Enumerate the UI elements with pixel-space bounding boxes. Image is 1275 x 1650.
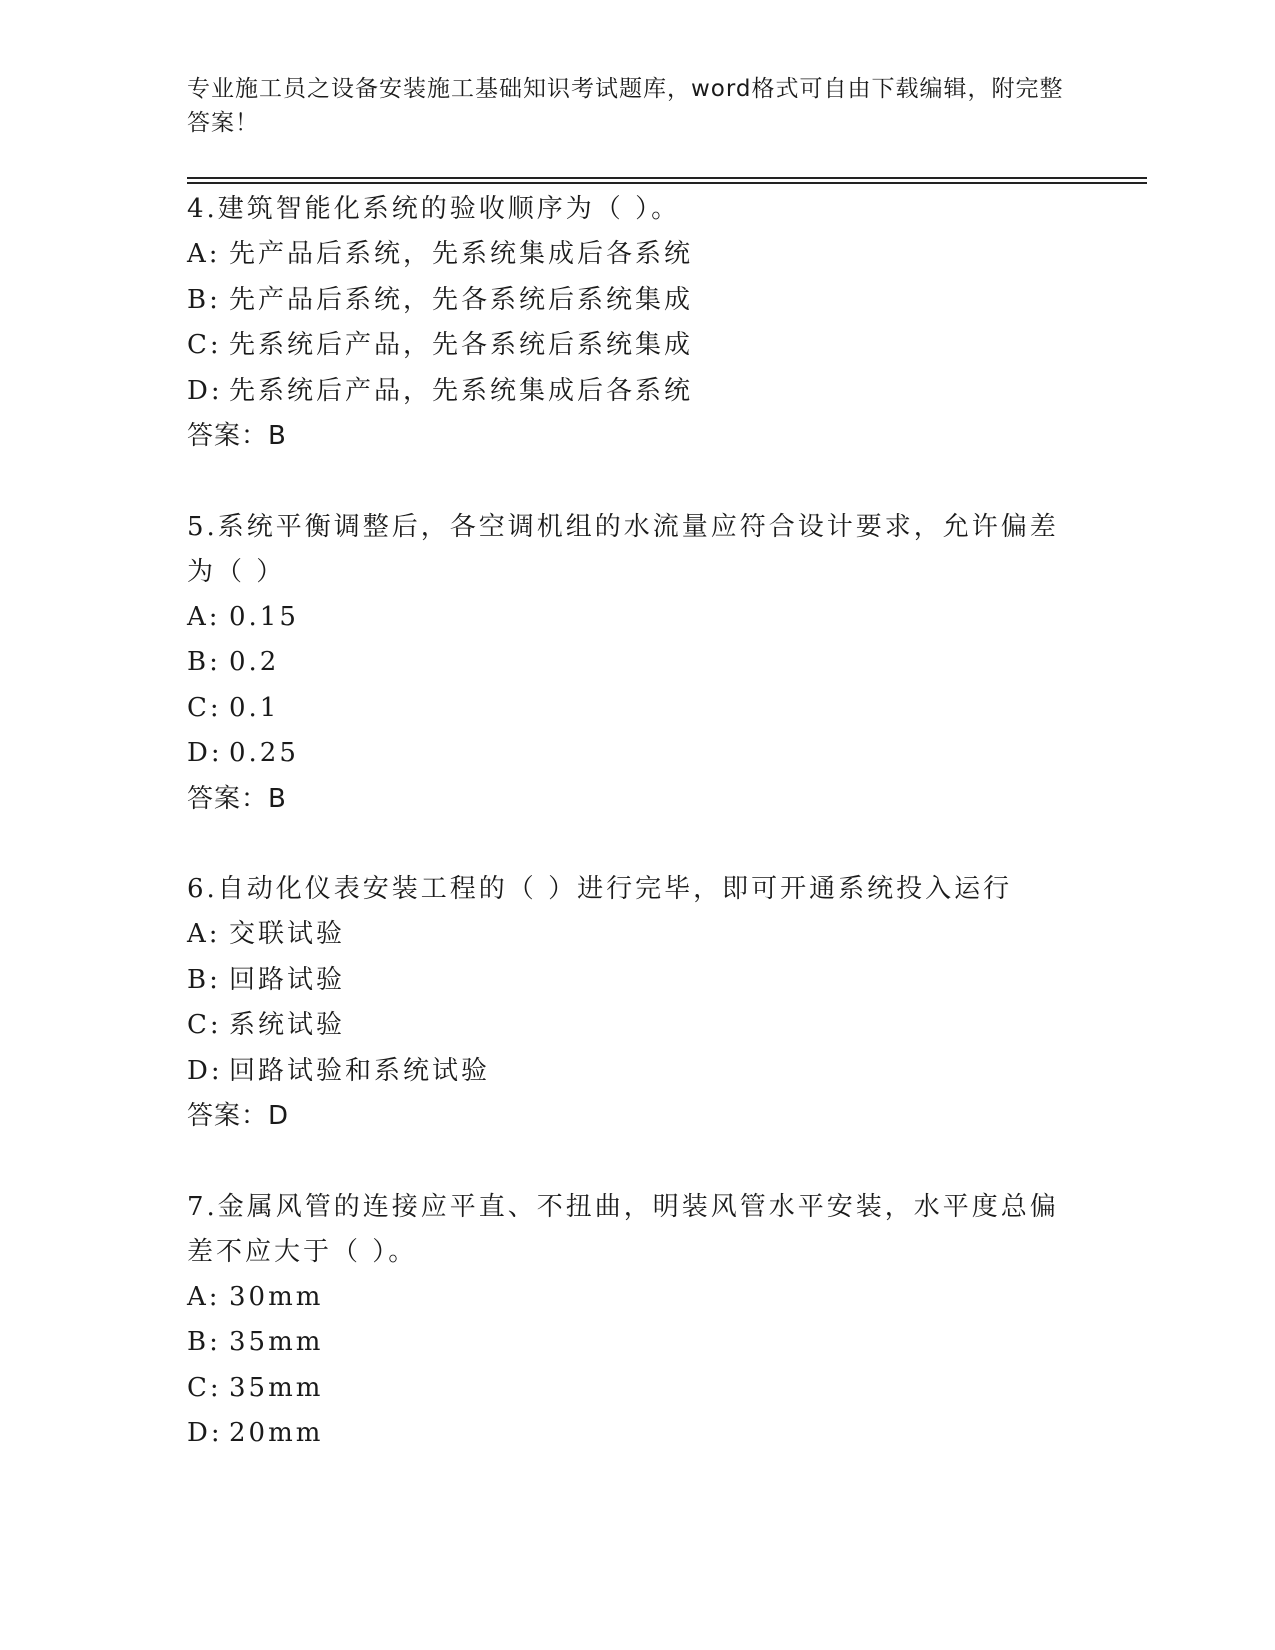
option-letter: C: xyxy=(187,1010,222,1040)
option-letter: C: xyxy=(187,692,222,723)
option-text: 先系统后产品，先各系统后系统集成 xyxy=(229,330,694,360)
option-letter: D: xyxy=(187,1418,223,1448)
option-letter: B: xyxy=(187,964,221,995)
option-a xyxy=(187,595,1087,641)
option-letter: D: xyxy=(187,1055,223,1086)
option-c xyxy=(187,1366,1087,1412)
option-text: 0.2 xyxy=(229,647,280,677)
option-letter: A: xyxy=(187,601,221,632)
option-text: 0.15 xyxy=(229,601,299,632)
option-d xyxy=(187,1411,1087,1457)
option-text: 20mm xyxy=(229,1418,324,1448)
header-divider-bottom xyxy=(187,182,1147,184)
document-header: 专业施工员之设备安装施工基础知识考试题库，word格式可自由下载编辑，附完整答案！ xyxy=(187,76,1064,136)
question-6 xyxy=(187,867,1087,1140)
question-text: 6.自动化仪表安装工程的（ ）进行完毕，即可开通系统投入运行 xyxy=(187,874,1013,904)
option-a xyxy=(187,912,1087,958)
option-b xyxy=(187,1320,1087,1366)
option-text: 30mm xyxy=(229,1281,324,1312)
option-text: 35mm xyxy=(229,1327,324,1357)
option-text: 35mm xyxy=(229,1372,324,1403)
question-text: 5.系统平衡调整后，各空调机组的水流量应符合设计要求，允许偏差为（ ） xyxy=(187,511,1059,587)
option-c xyxy=(187,1003,1087,1049)
option-letter: D: xyxy=(187,375,223,406)
option-c xyxy=(187,686,1087,732)
option-text: 先系统后产品，先系统集成后各系统 xyxy=(229,375,694,406)
option-text: 先产品后系统，先系统集成后各系统 xyxy=(229,239,694,269)
option-d xyxy=(187,369,1087,415)
question-text: 4.建筑智能化系统的验收顺序为（ ）。 xyxy=(187,194,681,224)
option-letter: C: xyxy=(187,1372,222,1403)
option-b xyxy=(187,958,1087,1004)
question-7 xyxy=(187,1185,1087,1457)
option-a xyxy=(187,1275,1087,1321)
option-text: 0.25 xyxy=(229,738,299,768)
option-letter: C: xyxy=(187,330,222,360)
option-text: 0.1 xyxy=(229,692,280,723)
option-letter: B: xyxy=(187,1327,221,1357)
option-letter: B: xyxy=(187,647,221,677)
option-text: 系统试验 xyxy=(229,1010,346,1040)
question-5 xyxy=(187,505,1087,823)
option-letter: A: xyxy=(187,919,221,949)
option-text: 回路试验 xyxy=(229,964,346,995)
option-d xyxy=(187,731,1087,777)
option-d xyxy=(187,1049,1087,1095)
option-letter: B: xyxy=(187,284,221,315)
option-b xyxy=(187,278,1087,324)
question-4 xyxy=(187,187,1087,460)
answer: 答案：D xyxy=(187,1101,290,1131)
option-text: 先产品后系统，先各系统后系统集成 xyxy=(229,284,694,315)
header-divider-top xyxy=(187,177,1147,179)
option-text: 回路试验和系统试验 xyxy=(229,1055,491,1086)
option-letter: A: xyxy=(187,1281,221,1312)
question-text: 7.金属风管的连接应平直、不扭曲，明装风管水平安装，水平度总偏差不应大于（ ）。 xyxy=(187,1191,1059,1267)
option-c xyxy=(187,323,1087,369)
answer: 答案：B xyxy=(187,421,287,451)
option-letter: D: xyxy=(187,738,223,768)
question-list xyxy=(187,187,1087,1457)
answer: 答案：B xyxy=(187,783,287,814)
option-letter: A: xyxy=(187,239,221,269)
option-text: 交联试验 xyxy=(229,919,346,949)
option-b xyxy=(187,640,1087,686)
option-a xyxy=(187,232,1087,278)
